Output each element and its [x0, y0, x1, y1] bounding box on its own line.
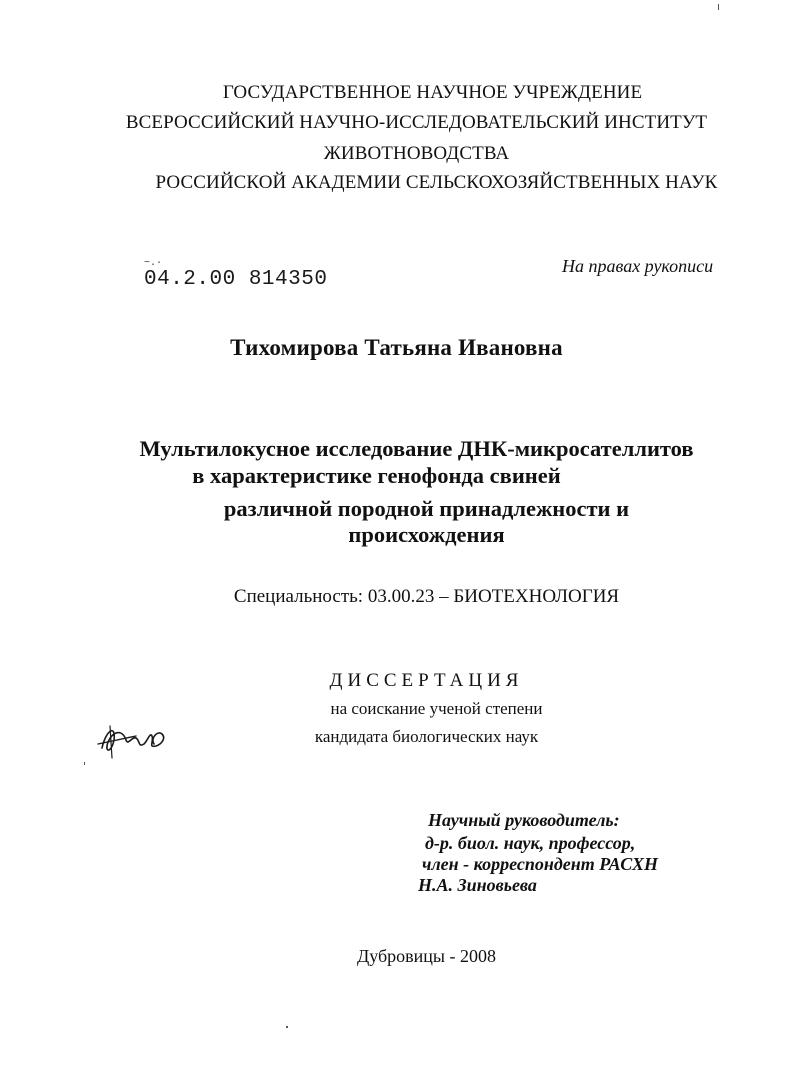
- supervisor-degree: д-р. биол. наук, профессор,: [425, 833, 636, 853]
- scan-speck: [84, 762, 85, 765]
- catalog-mark: ~.·: [144, 258, 163, 269]
- institution-line-1: ГОСУДАРСТВЕННОЕ НАУЧНОЕ УЧРЕЖДЕНИЕ: [222, 82, 643, 103]
- degree-line-2: кандидата биологических наук: [314, 727, 539, 746]
- catalog-number: 04.2.00 814350: [144, 268, 328, 291]
- author-name: Тихомирова Татьяна Ивановна: [230, 335, 563, 360]
- institution-line-2: ВСЕРОССИЙСКИЙ НАУЧНО-ИССЛЕДОВАТЕЛЬСКИЙ ИНСТИТУТ: [125, 112, 708, 133]
- degree-line-1: на соискание ученой степени: [330, 699, 543, 718]
- scan-speck: [718, 4, 719, 10]
- title-line-2: в характеристике генофонда свиней: [192, 463, 561, 488]
- title-line-3: различной породной принадлежности и: [223, 496, 630, 521]
- scan-speck: [286, 1026, 288, 1028]
- manuscript-note: На правах рукописи: [562, 256, 714, 276]
- signature-icon: [96, 718, 168, 760]
- title-line-1: Мультилокусное исследование ДНК-микросателлитов: [139, 436, 694, 461]
- title-line-4: происхождения: [348, 522, 505, 547]
- institution-line-4: РОССИЙСКОЙ АКАДЕМИИ СЕЛЬСКОХОЗЯЙСТВЕННЫХ НАУК: [155, 172, 718, 193]
- specialty: Специальность: 03.00.23 – БИОТЕХНОЛОГИЯ: [233, 586, 620, 607]
- city-year: Дубровицы - 2008: [356, 946, 497, 966]
- institution-line-3: ЖИВОТНОВОДСТВА: [323, 143, 510, 164]
- document-type: ДИССЕРТАЦИЯ: [329, 670, 524, 691]
- supervisor-title: член - корреспондент РАСХН: [422, 854, 659, 874]
- supervisor-label: Научный руководитель:: [428, 810, 620, 830]
- supervisor-name: Н.А. Зиновьева: [418, 875, 537, 895]
